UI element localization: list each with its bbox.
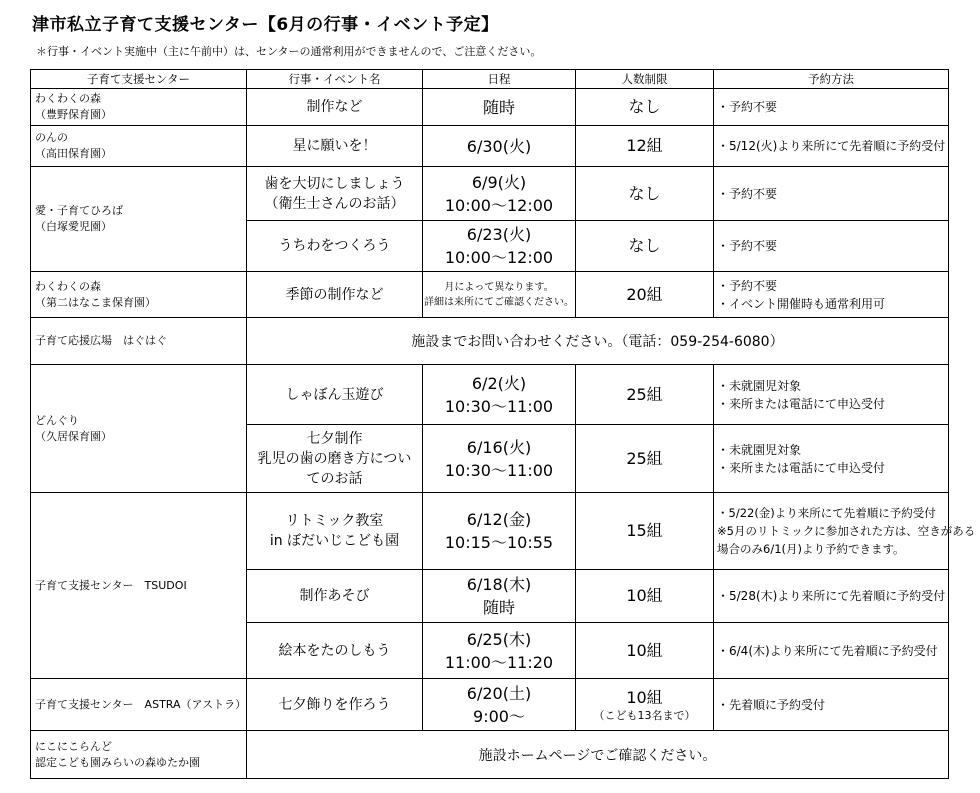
limit-cell: なし [576, 167, 714, 221]
center-cell: 子育て支援センター TSUDOI [31, 493, 247, 679]
center-cell: のんの （高田保育園） [31, 126, 247, 167]
event-cell: 制作など [247, 89, 423, 126]
method-cell: ・予約不要 [714, 89, 949, 126]
date-cell: 6/12(金) 10:15～10:55 [423, 493, 576, 570]
limit-cell: 10組 [576, 570, 714, 623]
limit-cell: 20組 [576, 272, 714, 318]
method-cell: ・先着順に予約受付 [714, 679, 949, 731]
method-cell: ・5/12(火)より来所にて先着順に予約受付 [714, 126, 949, 167]
header-limit: 人数制限 [576, 70, 714, 89]
table-row [31, 89, 949, 126]
center-cell: わくわくの森 （第二はなこま保育園） [31, 272, 247, 318]
center-cell: 子育て支援センター ASTRA（アストラ） [31, 679, 247, 731]
website-notice: 施設ホームページでご確認ください。 [247, 731, 949, 779]
contact-notice: 施設までお問い合わせください。（電話：059-254-6080） [247, 318, 949, 365]
method-cell: ・未就園児対象 ・来所または電話にて申込受付 [714, 365, 949, 425]
method-cell: ・5/22(金)より来所にて先着順に予約受付 ※5月のリトミックに参加された方は、空きがある 場合のみ6/1(月)より予約できます。 [714, 493, 949, 570]
date-cell: 6/16(火) 10:30～11:00 [423, 425, 576, 493]
header-event: 行事・イベント名 [247, 70, 423, 89]
limit-cell: 25組 [576, 365, 714, 425]
date-cell: 随時 [423, 89, 576, 126]
date-cell: 6/20(土) 9:00～ [423, 679, 576, 731]
header-method: 予約方法 [714, 70, 949, 89]
limit-cell: 15組 [576, 493, 714, 570]
event-cell: 七夕飾りを作ろう [247, 679, 423, 731]
table-row [31, 272, 949, 318]
method-cell: ・予約不要 ・イベント開催時も通常利用可 [714, 272, 949, 318]
limit-cell: 10組 （こども13名まで） [576, 679, 714, 731]
event-cell: リトミック教室 in ぼだいじこども園 [247, 493, 423, 570]
event-cell: うちわをつくろう [247, 221, 423, 272]
method-cell: ・6/4(木)より来所にて先着順に予約受付 [714, 623, 949, 679]
event-cell: 季節の制作など [247, 272, 423, 318]
event-cell: 絵本をたのしもう [247, 623, 423, 679]
table-row [31, 493, 949, 570]
table-row [31, 126, 949, 167]
table-row [31, 365, 949, 425]
event-cell: しゃぼん玉遊び [247, 365, 423, 425]
header-center: 子育て支援センター [31, 70, 247, 89]
event-cell: 制作あそび [247, 570, 423, 623]
table-header-row [31, 70, 949, 89]
center-cell: 子育て応援広場 はぐはぐ [31, 318, 247, 365]
center-cell: わくわくの森 （豊野保育園） [31, 89, 247, 126]
event-cell: 歯を大切にしましょう （衛生士さんのお話） [247, 167, 423, 221]
event-cell: 七夕制作 乳児の歯の磨き方につい てのお話 [247, 425, 423, 493]
method-cell: ・5/28(木)より来所にて先着順に予約受付 [714, 570, 949, 623]
limit-cell: なし [576, 221, 714, 272]
caution-note: ＊行事・イベント実施中（主に午前中）は、センターの通常利用ができませんので、ご注意ください。 [36, 45, 542, 58]
event-table [30, 69, 976, 779]
table-row [31, 731, 949, 779]
event-cell: 星に願いを！ [247, 126, 423, 167]
page-title: 津市私立子育て支援センター【6月の行事・イベント予定】 [32, 15, 499, 35]
center-cell: どんぐり （久居保育園） [31, 365, 247, 493]
table-row [31, 167, 949, 221]
header-date: 日程 [423, 70, 576, 89]
limit-cell: 12組 [576, 126, 714, 167]
limit-cell: 10組 [576, 623, 714, 679]
date-cell: 6/9(火) 10:00～12:00 [423, 167, 576, 221]
date-cell: 6/2(火) 10:30～11:00 [423, 365, 576, 425]
method-cell: ・予約不要 [714, 167, 949, 221]
date-cell: 6/25(木) 11:00～11:20 [423, 623, 576, 679]
center-cell: 愛・子育てひろば （白塚愛児園） [31, 167, 247, 272]
date-cell: 6/30(火) [423, 126, 576, 167]
date-cell: 6/23(火) 10:00～12:00 [423, 221, 576, 272]
method-cell: ・未就園児対象 ・来所または電話にて申込受付 [714, 425, 949, 493]
limit-cell: なし [576, 89, 714, 126]
date-cell: 6/18(木) 随時 [423, 570, 576, 623]
center-cell: にこにこらんど 認定こども園みらいの森ゆたか園 [31, 731, 247, 779]
table-row [31, 679, 949, 731]
table-row [31, 318, 949, 365]
date-cell: 月によって異なります。 詳細は来所にてご確認ください。 [423, 272, 576, 318]
method-cell: ・予約不要 [714, 221, 949, 272]
limit-cell: 25組 [576, 425, 714, 493]
